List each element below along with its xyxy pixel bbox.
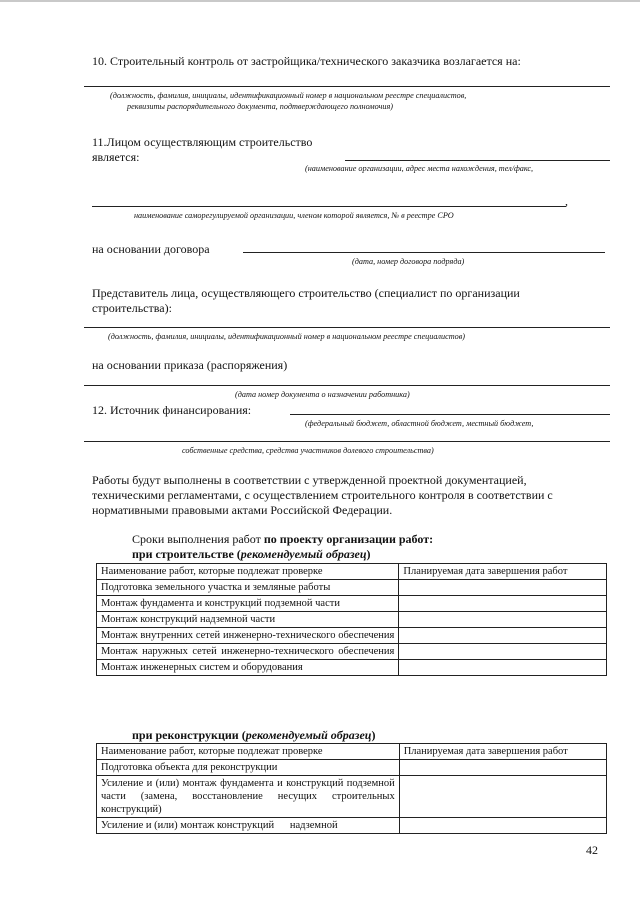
table-row <box>97 580 607 596</box>
work-name: Усиление и (или) монтаж конструкций надземной <box>97 818 400 834</box>
works-line-2: техническими регламентами, с осуществлением строительного контроля в соответствии с <box>92 488 553 502</box>
work-name: Усиление и (или) монтаж фундамента и конструкций подземной части (замена, восстановление несущих строительных конструкций) <box>97 776 400 818</box>
header-works: Наименование работ, которые подлежат проверке <box>97 564 399 580</box>
reconstruction-sub-italic: рекомендуемый образец <box>245 728 372 742</box>
item11-heading: 11.Лицом осуществляющим строительство <box>92 135 313 149</box>
reconstruction-sub-a: при реконструкции ( <box>132 728 246 742</box>
item11-sro-line <box>92 206 566 207</box>
table-row <box>97 612 607 628</box>
construction-sub-italic: рекомендуемый образец <box>240 547 367 561</box>
representative-line-2: строительства): <box>92 301 172 315</box>
contract-label: на основании договора <box>92 242 210 256</box>
table-row <box>97 760 607 776</box>
date-cell[interactable] <box>399 776 606 818</box>
item12-caption-2: собственные средства, средства участников долевого строительства) <box>182 446 434 455</box>
table-row <box>97 644 607 660</box>
works-line-3: нормативными правовыми актами Российской Федерации. <box>92 503 393 517</box>
deadlines-intro-text: Сроки выполнения работ <box>132 532 264 546</box>
deadlines-intro-bold: по проекту организации работ <box>263 532 430 546</box>
item12-label: 12. Источник финансирования: <box>92 403 252 417</box>
header-date: Планируемая дата завершения работ <box>399 744 606 760</box>
construction-subheading <box>132 547 371 562</box>
deadlines-intro-colon: : <box>429 532 434 546</box>
work-name: Подготовка объекта для реконструкции <box>97 760 400 776</box>
representative-line-1: Представитель лица, осуществляющего строительство (специалист по организации <box>92 286 520 300</box>
page-number: 42 <box>586 843 598 857</box>
item10-text: 10. Строительный контроль от застройщика/технического заказчика возлагается на: <box>92 54 521 68</box>
date-cell[interactable] <box>399 760 606 776</box>
works-paragraph <box>92 473 553 518</box>
table-row <box>97 628 607 644</box>
construction-sub-a: при строительстве ( <box>132 547 241 561</box>
work-name: Подготовка земельного участка и земляные работы <box>97 580 399 596</box>
item11-caption-org: (наименование организации, адрес места нахождения, тел/факс, <box>305 164 534 173</box>
date-cell[interactable] <box>399 818 606 834</box>
table-row <box>97 776 607 818</box>
item10-fill-line <box>84 86 610 87</box>
deadlines-intro <box>132 532 433 547</box>
header-works: Наименование работ, которые подлежат проверке <box>97 744 400 760</box>
date-cell[interactable] <box>399 644 607 660</box>
reconstruction-table <box>96 743 607 834</box>
work-name: Монтаж внутренних сетей инженерно-технического обеспечения <box>97 628 399 644</box>
work-name: Монтаж конструкций надземной части <box>97 612 399 628</box>
works-line-1: Работы будут выполнены в соответствии с утвержденной проектной документацией, <box>92 473 527 487</box>
item11-caption-sro: наименование саморегулируемой организации, членом которой является, № в реестре СРО <box>134 211 454 220</box>
reconstruction-sub-close: ) <box>371 728 376 742</box>
table-row <box>97 596 607 612</box>
scan-top-edge <box>0 0 640 2</box>
representative-fill-line <box>84 327 610 328</box>
contract-fill-line <box>243 252 605 253</box>
date-cell[interactable] <box>399 628 607 644</box>
reconstruction-subheading <box>132 728 375 743</box>
table-header-row <box>97 744 607 760</box>
item10-caption-2: реквизиты распорядительного документа, подтверждающего полномочия) <box>127 102 394 111</box>
table-row <box>97 660 607 676</box>
header-date: Планируемая дата завершения работ <box>399 564 607 580</box>
table-header-row <box>97 564 607 580</box>
item12-fill-line-2 <box>84 441 610 442</box>
order-label: на основании приказа (распоряжения) <box>92 358 288 372</box>
table-row <box>97 818 607 834</box>
date-cell[interactable] <box>399 596 607 612</box>
construction-sub-close: ) <box>366 547 371 561</box>
date-cell[interactable] <box>399 612 607 628</box>
work-name: Монтаж фундамента и конструкций подземной части <box>97 596 399 612</box>
item12-fill-line-1 <box>290 414 610 415</box>
date-cell[interactable] <box>399 660 607 676</box>
work-name: Монтаж инженерных систем и оборудования <box>97 660 399 676</box>
item11-comma: , <box>565 194 568 208</box>
item11-is-label: является: <box>92 150 140 164</box>
representative-caption: (должность, фамилия, инициалы, идентификационный номер в национальном реестре специалистов) <box>108 332 465 341</box>
item10-caption-1: (должность, фамилия, инициалы, идентификационный номер в национальном реестре специалистов, <box>110 91 467 100</box>
date-cell[interactable] <box>399 580 607 596</box>
order-caption: (дата номер документа о назначении работника) <box>235 390 410 399</box>
contract-caption: (дата, номер договора подряда) <box>352 257 465 266</box>
order-fill-line <box>84 385 610 386</box>
construction-table <box>96 563 607 676</box>
item11-org-line <box>345 160 610 161</box>
item12-caption-1: (федеральный бюджет, областной бюджет, местный бюджет, <box>305 419 534 428</box>
work-name: Монтаж наружных сетей инженерно-технического обеспечения <box>97 644 399 660</box>
